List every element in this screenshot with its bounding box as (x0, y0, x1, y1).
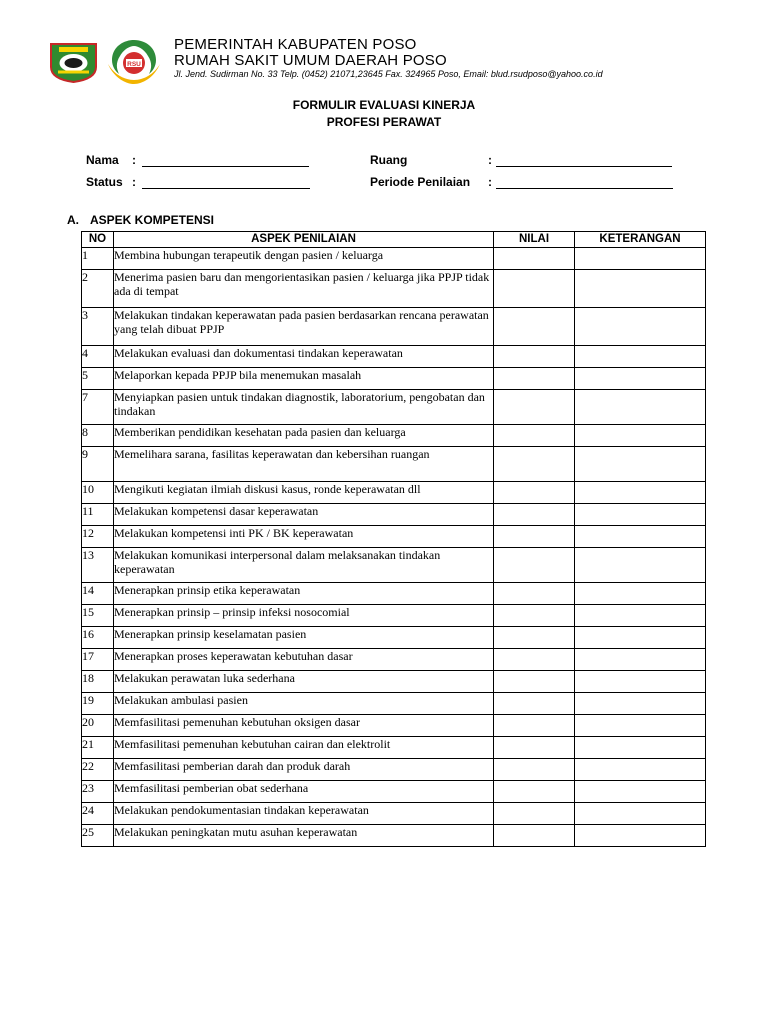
table-row (82, 715, 706, 737)
section-letter: A. (67, 213, 79, 227)
nilai-cell[interactable] (494, 346, 575, 368)
nama-label: Nama (86, 153, 119, 167)
row-number: 19 (82, 693, 114, 715)
table-row (82, 671, 706, 693)
aspect-text: Membina hubungan terapeutik dengan pasien / keluarga (114, 248, 494, 270)
nilai-cell[interactable] (494, 504, 575, 526)
nilai-cell[interactable] (494, 482, 575, 504)
keterangan-cell[interactable] (575, 759, 706, 781)
table-row (82, 583, 706, 605)
table-row (82, 825, 706, 847)
periode-label: Periode Penilaian (370, 175, 471, 189)
section-title: ASPEK KOMPETENSI (90, 213, 215, 227)
keterangan-cell[interactable] (575, 447, 706, 482)
row-number: 3 (82, 308, 114, 346)
aspect-text: Menerima pasien baru dan mengorientasikan pasien / keluarga jika PPJP tidak ada di tempat (114, 270, 494, 308)
svg-text:RSU: RSU (127, 61, 141, 68)
aspect-text: Melakukan komunikasi interpersonal dalam melaksanakan tindakan keperawatan (114, 548, 494, 583)
row-number: 24 (82, 803, 114, 825)
keterangan-cell[interactable] (575, 693, 706, 715)
nilai-cell[interactable] (494, 693, 575, 715)
status-field[interactable] (142, 188, 310, 189)
keterangan-cell[interactable] (575, 825, 706, 847)
nilai-cell[interactable] (494, 671, 575, 693)
ruang-label: Ruang (370, 153, 408, 167)
table-row (82, 248, 706, 270)
aspect-text: Melakukan perawatan luka sederhana (114, 671, 494, 693)
status-label: Status (86, 175, 123, 189)
aspect-text: Melakukan kompetensi dasar keperawatan (114, 504, 494, 526)
form-title: FORMULIR EVALUASI KINERJA (292, 98, 476, 112)
row-number: 1 (82, 248, 114, 270)
keterangan-cell[interactable] (575, 627, 706, 649)
row-number: 22 (82, 759, 114, 781)
aspect-text: Mengikuti kegiatan ilmiah diskusi kasus, ronde keperawatan dll (114, 482, 494, 504)
aspect-text: Memfasilitasi pemberian darah dan produk darah (114, 759, 494, 781)
row-number: 25 (82, 825, 114, 847)
keterangan-cell[interactable] (575, 605, 706, 627)
nama-colon: : (132, 153, 136, 167)
nilai-cell[interactable] (494, 781, 575, 803)
aspect-text: Memfasilitasi pemenuhan kebutuhan oksigen dasar (114, 715, 494, 737)
table-header-row (82, 232, 706, 248)
keterangan-cell[interactable] (575, 803, 706, 825)
status-colon: : (132, 175, 136, 189)
aspect-text: Menerapkan prinsip etika keperawatan (114, 583, 494, 605)
form-subtitle: PROFESI PERAWAT (326, 115, 442, 129)
aspect-text: Melakukan ambulasi pasien (114, 693, 494, 715)
nilai-cell[interactable] (494, 737, 575, 759)
nilai-cell[interactable] (494, 308, 575, 346)
table-row (82, 425, 706, 447)
aspect-text: Menerapkan proses keperawatan kebutuhan dasar (114, 649, 494, 671)
table-row (82, 482, 706, 504)
keterangan-cell[interactable] (575, 248, 706, 270)
table-row (82, 781, 706, 803)
keterangan-cell[interactable] (575, 504, 706, 526)
periode-field[interactable] (496, 188, 673, 189)
table-row (82, 447, 706, 482)
row-number: 21 (82, 737, 114, 759)
keterangan-cell[interactable] (575, 390, 706, 425)
nilai-cell[interactable] (494, 447, 575, 482)
periode-colon: : (488, 175, 492, 189)
table-row (82, 693, 706, 715)
nilai-cell[interactable] (494, 425, 575, 447)
nilai-cell[interactable] (494, 368, 575, 390)
nilai-cell[interactable] (494, 605, 575, 627)
table-row (82, 504, 706, 526)
nilai-cell[interactable] (494, 548, 575, 583)
keterangan-cell[interactable] (575, 526, 706, 548)
table-row (82, 368, 706, 390)
nilai-cell[interactable] (494, 715, 575, 737)
aspect-text: Menerapkan prinsip keselamatan pasien (114, 627, 494, 649)
nilai-cell[interactable] (494, 803, 575, 825)
row-number: 18 (82, 671, 114, 693)
keterangan-cell[interactable] (575, 368, 706, 390)
keterangan-cell[interactable] (575, 737, 706, 759)
row-number: 14 (82, 583, 114, 605)
section-heading (67, 213, 214, 227)
aspect-text: Melaporkan kepada PPJP bila menemukan masalah (114, 368, 494, 390)
row-number: 8 (82, 425, 114, 447)
table-row (82, 390, 706, 425)
nilai-cell[interactable] (494, 248, 575, 270)
row-number: 16 (82, 627, 114, 649)
ruang-field[interactable] (496, 166, 672, 167)
aspect-text: Memfasilitasi pemenuhan kebutuhan cairan dan elektrolit (114, 737, 494, 759)
row-number: 2 (82, 270, 114, 308)
header-keterangan: KETERANGAN (575, 232, 706, 248)
row-number: 7 (82, 390, 114, 425)
aspect-text: Melakukan evaluasi dan dokumentasi tindakan keperawatan (114, 346, 494, 368)
nilai-cell[interactable] (494, 627, 575, 649)
row-number: 20 (82, 715, 114, 737)
aspect-text: Melakukan pendokumentasian tindakan keperawatan (114, 803, 494, 825)
table-row (82, 548, 706, 583)
aspect-text: Menyiapkan pasien untuk tindakan diagnostik, laboratorium, pengobatan dan tindakan (114, 390, 494, 425)
nilai-cell[interactable] (494, 759, 575, 781)
aspect-text: Melakukan tindakan keperawatan pada pasien berdasarkan rencana perawatan yang telah dibuat PPJP (114, 308, 494, 346)
aspect-text: Melakukan peningkatan mutu asuhan keperawatan (114, 825, 494, 847)
keterangan-cell[interactable] (575, 346, 706, 368)
table-row (82, 737, 706, 759)
nilai-cell[interactable] (494, 583, 575, 605)
hospital-logo-icon (104, 36, 164, 86)
aspect-text: Menerapkan prinsip – prinsip infeksi nosocomial (114, 605, 494, 627)
row-number: 11 (82, 504, 114, 526)
aspect-text: Melakukan kompetensi inti PK / BK keperawatan (114, 526, 494, 548)
row-number: 12 (82, 526, 114, 548)
aspect-text: Memfasilitasi pemberian obat sederhana (114, 781, 494, 803)
row-number: 23 (82, 781, 114, 803)
row-number: 5 (82, 368, 114, 390)
nama-field[interactable] (142, 166, 309, 167)
table-row (82, 649, 706, 671)
nilai-cell[interactable] (494, 649, 575, 671)
keterangan-cell[interactable] (575, 425, 706, 447)
row-number: 10 (82, 482, 114, 504)
nilai-cell[interactable] (494, 825, 575, 847)
row-number: 13 (82, 548, 114, 583)
table-row (82, 346, 706, 368)
table-row (82, 605, 706, 627)
header-no: NO (82, 232, 114, 248)
header-address: Jl. Jend. Sudirman No. 33 Telp. (0452) 21071,23645 Fax. 324965 Poso, Email: blud.rsudposo@yahoo.co.id (174, 69, 603, 79)
table-row (82, 627, 706, 649)
row-number: 9 (82, 447, 114, 482)
header-aspek-penilaian: ASPEK PENILAIAN (114, 232, 494, 248)
keterangan-cell[interactable] (575, 671, 706, 693)
keterangan-cell[interactable] (575, 482, 706, 504)
table-row (82, 803, 706, 825)
ruang-colon: : (488, 153, 492, 167)
table-row (82, 308, 706, 346)
keterangan-cell[interactable] (575, 548, 706, 583)
keterangan-cell[interactable] (575, 583, 706, 605)
header-institution-line: PEMERINTAH KABUPATEN POSO (174, 36, 417, 53)
keterangan-cell[interactable] (575, 308, 706, 346)
table-row (82, 526, 706, 548)
row-number: 15 (82, 605, 114, 627)
keterangan-cell[interactable] (575, 715, 706, 737)
nilai-cell[interactable] (494, 270, 575, 308)
row-number: 17 (82, 649, 114, 671)
keterangan-cell[interactable] (575, 781, 706, 803)
header-nilai: NILAI (494, 232, 575, 248)
keterangan-cell[interactable] (575, 270, 706, 308)
table-row (82, 759, 706, 781)
regency-emblem-icon (49, 41, 98, 83)
competency-table (81, 231, 706, 847)
keterangan-cell[interactable] (575, 649, 706, 671)
nilai-cell[interactable] (494, 526, 575, 548)
header-hospital-line: RUMAH SAKIT UMUM DAERAH POSO (174, 52, 447, 69)
aspect-text: Memelihara sarana, fasilitas keperawatan dan kebersihan ruangan (114, 447, 494, 482)
table-row (82, 270, 706, 308)
row-number: 4 (82, 346, 114, 368)
nilai-cell[interactable] (494, 390, 575, 425)
aspect-text: Memberikan pendidikan kesehatan pada pasien dan keluarga (114, 425, 494, 447)
